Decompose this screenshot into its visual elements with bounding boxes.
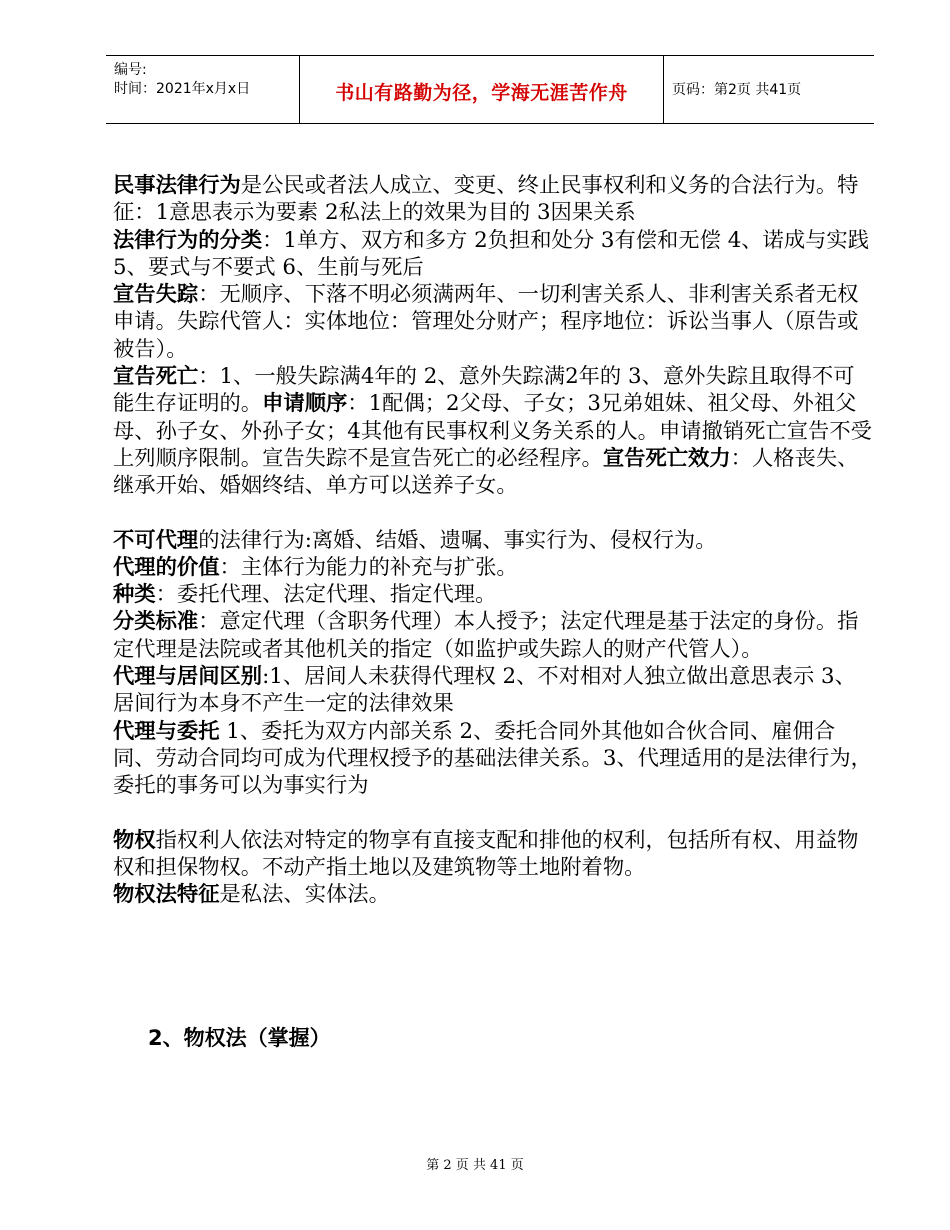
paragraph-text: ：1单方、双方和多方 2负担和处分 3有偿和无偿 4、诺成与实践 5、要式与不要式 6、生前与死后 <box>113 227 870 280</box>
document-date-label: 时间：2021年x月x日 <box>114 81 251 97</box>
term: 分类标准 <box>113 609 199 635</box>
header-motto-cell <box>299 56 663 123</box>
paragraph-agency-vs-commission <box>113 718 873 800</box>
paragraph-text: ：委托代理、法定代理、指定代理。 <box>155 582 497 608</box>
term: 物权 <box>113 827 156 853</box>
paragraph-text: 是私法、实体法。 <box>219 882 390 908</box>
paragraph-text: 指权利人依法对特定的物享有直接支配和排他的权利，包括所有权、用益物权和担保物权。不动产指土地以及建筑物等土地附着物。 <box>113 827 859 880</box>
header-meta-cell <box>106 56 299 123</box>
paragraph-text: 的法律行为:离婚、结婚、遗嘱、事实行为、侵权行为。 <box>198 527 717 553</box>
paragraph-text: ：主体行为能力的补充与扩张。 <box>219 554 518 580</box>
term: 不可代理 <box>113 527 199 553</box>
paragraph-agency-types <box>113 581 873 608</box>
paragraph-gap <box>113 500 873 527</box>
paragraph-text: ：1配偶；2父母、子女；3兄弟姐妹、祖父母、外祖父母、孙子女、外孙子女；4其他有民事权利义务关系的人。申请撤销死亡宣告不受上列顺序限制。宣告失踪不是宣告死亡的必经程序。 <box>113 391 872 471</box>
document-number-label: 编号: <box>114 62 147 78</box>
paragraph-text: 是公民或者法人成立、变更、终止民事权利和义务的合法行为。特征：1意思表示为要素 2私法上的效果为目的 3因果关系 <box>113 173 859 226</box>
paragraph-declaration-death <box>113 363 873 499</box>
paragraph-non-agency <box>113 527 873 554</box>
term: 代理与委托 <box>113 718 220 744</box>
term: 种类 <box>113 582 156 608</box>
paragraph-gap <box>113 800 873 827</box>
paragraph-text: 1、委托为双方内部关系 2、委托合同外其他如合伙合同、雇佣合同、劳动合同均可成为代理权授予的基础法律关系。3、代理适用的是法律行为，委托的事务可以为事实行为 <box>113 718 872 799</box>
paragraph-civil-legal-act <box>113 172 873 227</box>
document-body <box>113 172 873 908</box>
paragraph-text: :1、居间人未获得代理权 2、不对相对人独立做出意思表示 3、居间行为本身不产生一定的法律效果 <box>113 664 856 717</box>
header-motto: 书山有路勤为径，学海无涯苦作舟 <box>335 82 628 104</box>
term: 物权法特征 <box>113 882 220 908</box>
paragraph-classification-criteria <box>113 608 873 663</box>
paragraph-real-right <box>113 827 873 882</box>
term: 民事法律行为 <box>113 173 241 198</box>
term: 宣告死亡效力 <box>602 445 731 471</box>
paragraph-text: ：无顺序、下落不明必须满两年、一切利害关系人、非利害关系者无权申请。失踪代管人：实体地位：管理处分财产；程序地位：诉讼当事人（原告或被告）。 <box>113 282 859 362</box>
paragraph-text: ：意定代理（含职务代理）本人授予；法定代理是基于法定的身份。指定代理是法院或者其他机关的指定（如监护或失踪人的财产代管人）。 <box>113 609 859 662</box>
term: 宣告死亡 <box>113 364 199 390</box>
term: 代理的价值 <box>113 554 220 580</box>
header-page-cell <box>663 56 875 123</box>
paragraph-declaration-missing <box>113 281 873 363</box>
section-heading: 2、物权法（掌握） <box>148 1026 331 1050</box>
paragraph-property-law-features <box>113 881 873 908</box>
page-header <box>106 55 874 124</box>
term: 代理与居间区别 <box>113 664 263 690</box>
paragraph-text: ：人格丧失、继承开始、婚姻终结、单方可以送养子女。 <box>113 445 859 499</box>
header-page-number: 页码：第2页 共41页 <box>672 82 802 98</box>
paragraph-act-classification <box>113 227 873 282</box>
term: 法律行为的分类 <box>113 227 263 253</box>
paragraph-text: ：1、一般失踪满4年的 2、意外失踪满2年的 3、意外失踪且取得不可能生存证明的。 <box>113 364 855 417</box>
paragraph-agency-value <box>113 554 873 581</box>
page-footer: 第 2 页 共 41 页 <box>426 1158 524 1173</box>
term: 宣告失踪 <box>113 282 199 308</box>
paragraph-agency-vs-brokerage <box>113 663 873 718</box>
term: 申请顺序 <box>262 391 348 417</box>
